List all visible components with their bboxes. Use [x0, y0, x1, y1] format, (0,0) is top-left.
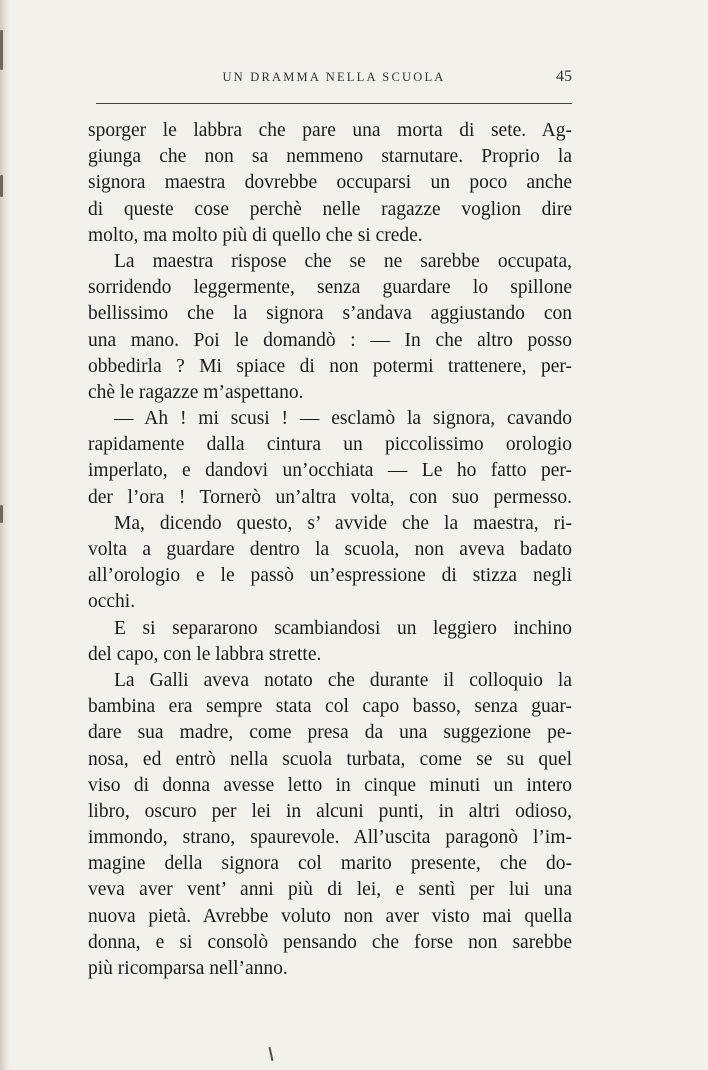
text-line: obbedirla ? Mi spiace di non potermi trattenere, per- [88, 355, 572, 377]
text-line: di queste cose perchè nelle ragazze voglion dire [88, 198, 572, 220]
text-line: viso di donna avesse letto in cinque minuti un intero [88, 774, 572, 796]
page-spine-edge [0, 0, 10, 1070]
text-line: libro, oscuro per lei in alcuni punti, in altri odioso, [88, 800, 572, 822]
text-line: giunga che non sa nemmeno starnutare. Proprio la [88, 146, 572, 168]
text-line: imperlato, e dandovi un’occhiata — Le ho fatto per- [88, 460, 572, 482]
text-line: der l’ora ! Tornerò un’altra volta, con suo permesso. [88, 486, 572, 508]
text-line: bambina era sempre stata col capo basso, senza guar- [88, 696, 572, 718]
page-number: 45 [556, 68, 572, 85]
text-line: più ricomparsa nell’anno. [88, 958, 288, 979]
text-line: rapidamente dalla cintura un piccolissimo orologio [88, 434, 572, 456]
text-line: nosa, ed entrò nella scuola turbata, come se su quel [88, 748, 572, 770]
text-line: sorridendo leggermente, senza guardare lo spillone [88, 277, 572, 299]
text-line: bellissimo che la signora s’andava aggiustando con [88, 303, 572, 325]
text-line: magine della signora col marito presente, che do- [88, 853, 572, 875]
text-line: occhi. [88, 591, 136, 613]
text-line: del capo, con le labbra strette. [88, 643, 322, 665]
running-title: UN DRAMMA NELLA SCUOLA [222, 70, 446, 84]
text-line: una mano. Poi le domandò : — In che altro posso [88, 329, 572, 351]
text-line: E si separarono scambiandosi un leggiero inchino [114, 617, 572, 639]
text-line: donna, e si consolò pensando che forse non sarebbe [88, 931, 572, 953]
text-line: veva aver vent’ anni più di lei, e sentì per lui una [88, 879, 572, 901]
spine-mark [0, 505, 3, 523]
running-header [96, 68, 572, 92]
text-line: Ma, dicendo questo, s’ avvide che la maestra, ri- [114, 512, 572, 534]
text-line: chè le ragazze m’aspettano. [88, 381, 304, 403]
text-line: La Galli aveva notato che durante il colloquio la [114, 669, 572, 691]
header-rule [96, 103, 572, 104]
text-line: signora maestra dovrebbe occuparsi un poco anche [88, 172, 572, 194]
text-line: nuova pietà. Avrebbe voluto non aver visto mai quella [88, 905, 572, 927]
text-line: volta a guardare dentro la scuola, non aveva badato [88, 539, 572, 560]
text-line: all’orologio e le passò un’espressione di stizza negli [88, 565, 572, 587]
stray-print-mark [269, 1047, 274, 1061]
spine-mark [0, 175, 3, 197]
spine-mark [0, 30, 3, 70]
text-line: dare sua madre, come presa da una suggezione pe- [88, 722, 572, 744]
text-line: molto, ma molto più di quello che si crede. [88, 224, 423, 246]
body-text [88, 118, 572, 982]
text-line: sporger le labbra che pare una morta di sete. Ag- [88, 120, 572, 141]
text-line: — Ah ! mi scusi ! — esclamò la signora, cavando [114, 408, 572, 430]
text-line: immondo, strano, spaurevole. All’uscita paragonò l’im- [88, 827, 572, 849]
text-line: La maestra rispose che se ne sarebbe occupata, [114, 250, 572, 272]
